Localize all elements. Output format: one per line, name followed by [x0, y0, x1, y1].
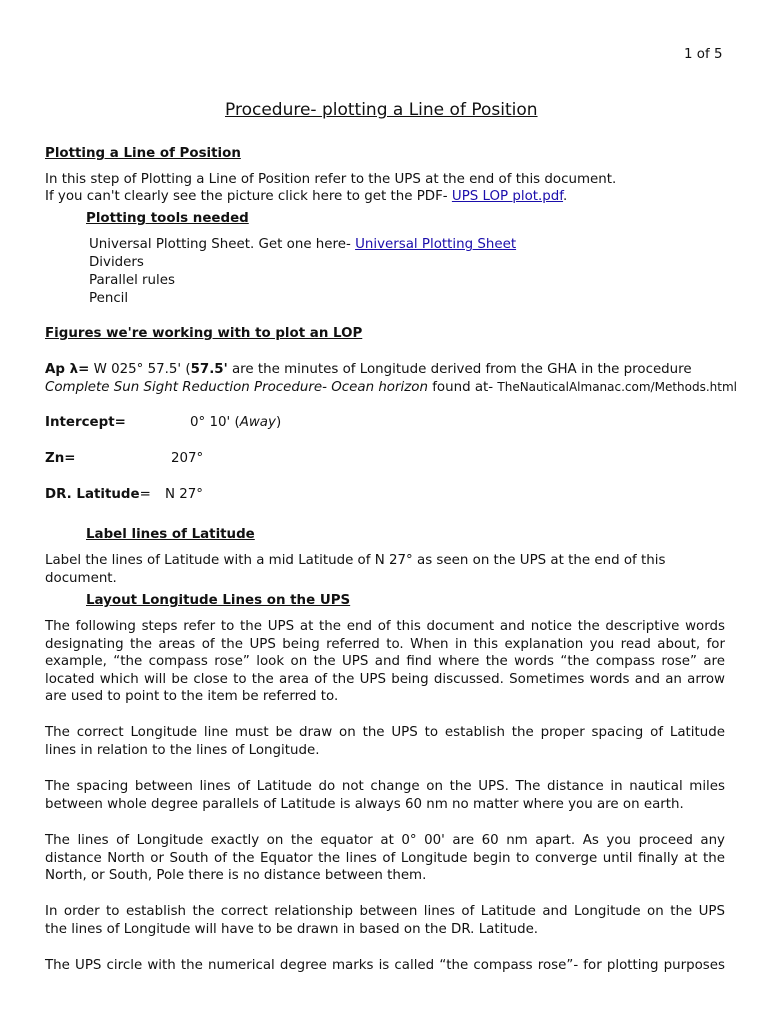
paragraph-line: The spacing between lines of Latitude do not change on the UPS. The distance in nautical miles	[45, 779, 725, 794]
paragraph-line: The following steps refer to the UPS at the end of this document and notice the descriptive words	[45, 619, 725, 634]
intercept-value	[190, 415, 281, 430]
intercept-close: )	[275, 415, 282, 430]
intercept-number: 0° 10' (	[190, 415, 240, 430]
ap-longitude-line	[45, 361, 692, 379]
paragraph-line: In order to establish the correct relationship between lines of Latitude and Longitude on the UPS	[45, 904, 725, 919]
paragraph-longitude-convergence	[45, 832, 725, 885]
ap-description: are the minutes of Longitude derived from the GHA in the procedure	[227, 362, 692, 377]
paragraph-line: The UPS circle with the numerical degree marks is called “the compass rose”- for plotting purposes	[45, 958, 725, 973]
ap-minutes: 57.5'	[190, 362, 228, 377]
ap-reference-line	[45, 379, 737, 397]
tool-item-parallel-rules: Parallel rules	[89, 273, 175, 288]
intercept-direction: Away	[239, 415, 276, 430]
found-at-text: found at-	[427, 380, 498, 395]
intro-line-2	[45, 188, 567, 206]
section-heading-layout-longitude: Layout Longitude Lines on the UPS	[86, 593, 351, 608]
section-heading-label-latitude: Label lines of Latitude	[86, 527, 255, 542]
paragraph-compass-rose	[45, 957, 725, 975]
paragraph-line: between whole degree parallels of Latitude is always 60 nm no matter where you are on earth.	[45, 796, 684, 812]
zn-value: 207°	[171, 451, 204, 466]
paragraph-line: example, “the compass rose” look on the UPS and find where the words “the compass rose” are	[45, 654, 725, 670]
procedure-name: Complete Sun Sight Reduction Procedure- Ocean horizon	[45, 380, 428, 395]
methods-url: TheNauticalAlmanac.com/Methods.html	[497, 380, 738, 394]
page-number: 1 of 5	[684, 47, 723, 62]
tool-item-pencil: Pencil	[89, 291, 129, 306]
paragraph-line: designating the areas of the UPS being referred to. When in this explanation you read about, for	[45, 636, 725, 652]
intercept-label: Intercept=	[45, 415, 126, 430]
section-heading-figures: Figures we're working with to plot an LOP	[45, 326, 363, 341]
paragraph-line: The lines of Longitude exactly on the equator at 0° 00' are 60 nm apart. As you proceed any	[45, 833, 725, 848]
tool-item-plotting-sheet	[89, 236, 516, 254]
paragraph-line: North, or South, Pole there is no distance between them.	[45, 868, 427, 884]
section-heading-tools: Plotting tools needed	[86, 211, 249, 226]
tool-item-plotting-sheet-label: Universal Plotting Sheet. Get one here-	[89, 237, 356, 252]
intro-line-1: In this step of Plotting a Line of Position refer to the UPS at the end of this document.	[45, 172, 617, 187]
tool-item-dividers: Dividers	[89, 255, 144, 270]
intro-line-2-suffix: .	[563, 189, 568, 204]
label-latitude-line-2: document.	[45, 571, 117, 586]
paragraph-line: distance North or South of the Equator the lines of Longitude begin to converge until finally at the	[45, 850, 725, 866]
ap-value: W 025° 57.5' (	[89, 362, 191, 377]
paragraph-correct-longitude	[45, 724, 725, 759]
dr-latitude-value: N 27°	[165, 487, 204, 502]
ups-lop-pdf-link[interactable]: UPS LOP plot.pdf	[451, 189, 564, 204]
paragraph-line: the lines of Longitude will have to be drawn in based on the DR. Latitude.	[45, 921, 539, 937]
section-heading-plotting-lop: Plotting a Line of Position	[45, 146, 241, 161]
document-title: Procedure- plotting a Line of Position	[225, 100, 538, 120]
paragraph-line: lines in relation to the lines of Longitude.	[45, 742, 320, 758]
dr-latitude-line	[45, 487, 151, 502]
paragraph-line: located which will be close to the area of the UPS being discussed. Sometimes words and an arrow	[45, 671, 725, 687]
dr-latitude-label: DR. Latitude	[45, 487, 140, 502]
universal-plotting-sheet-link[interactable]: Universal Plotting Sheet	[355, 237, 517, 252]
paragraph-line: The correct Longitude line must be draw on the UPS to establish the proper spacing of Latitude	[45, 725, 725, 740]
ap-label: Ap λ=	[45, 362, 90, 377]
intro-line-2-prefix: If you can't clearly see the picture click here to get the PDF-	[45, 189, 452, 204]
paragraph-latitude-spacing	[45, 778, 725, 813]
paragraph-line: are used to point to the item be referred to.	[45, 689, 339, 705]
paragraph-descriptive-words	[45, 618, 725, 706]
paragraph-relationship	[45, 903, 725, 938]
zn-label: Zn=	[45, 451, 76, 466]
dr-latitude-equals: =	[139, 487, 151, 502]
label-latitude-line-1: Label the lines of Latitude with a mid Latitude of N 27° as seen on the UPS at the end of this	[45, 553, 666, 568]
